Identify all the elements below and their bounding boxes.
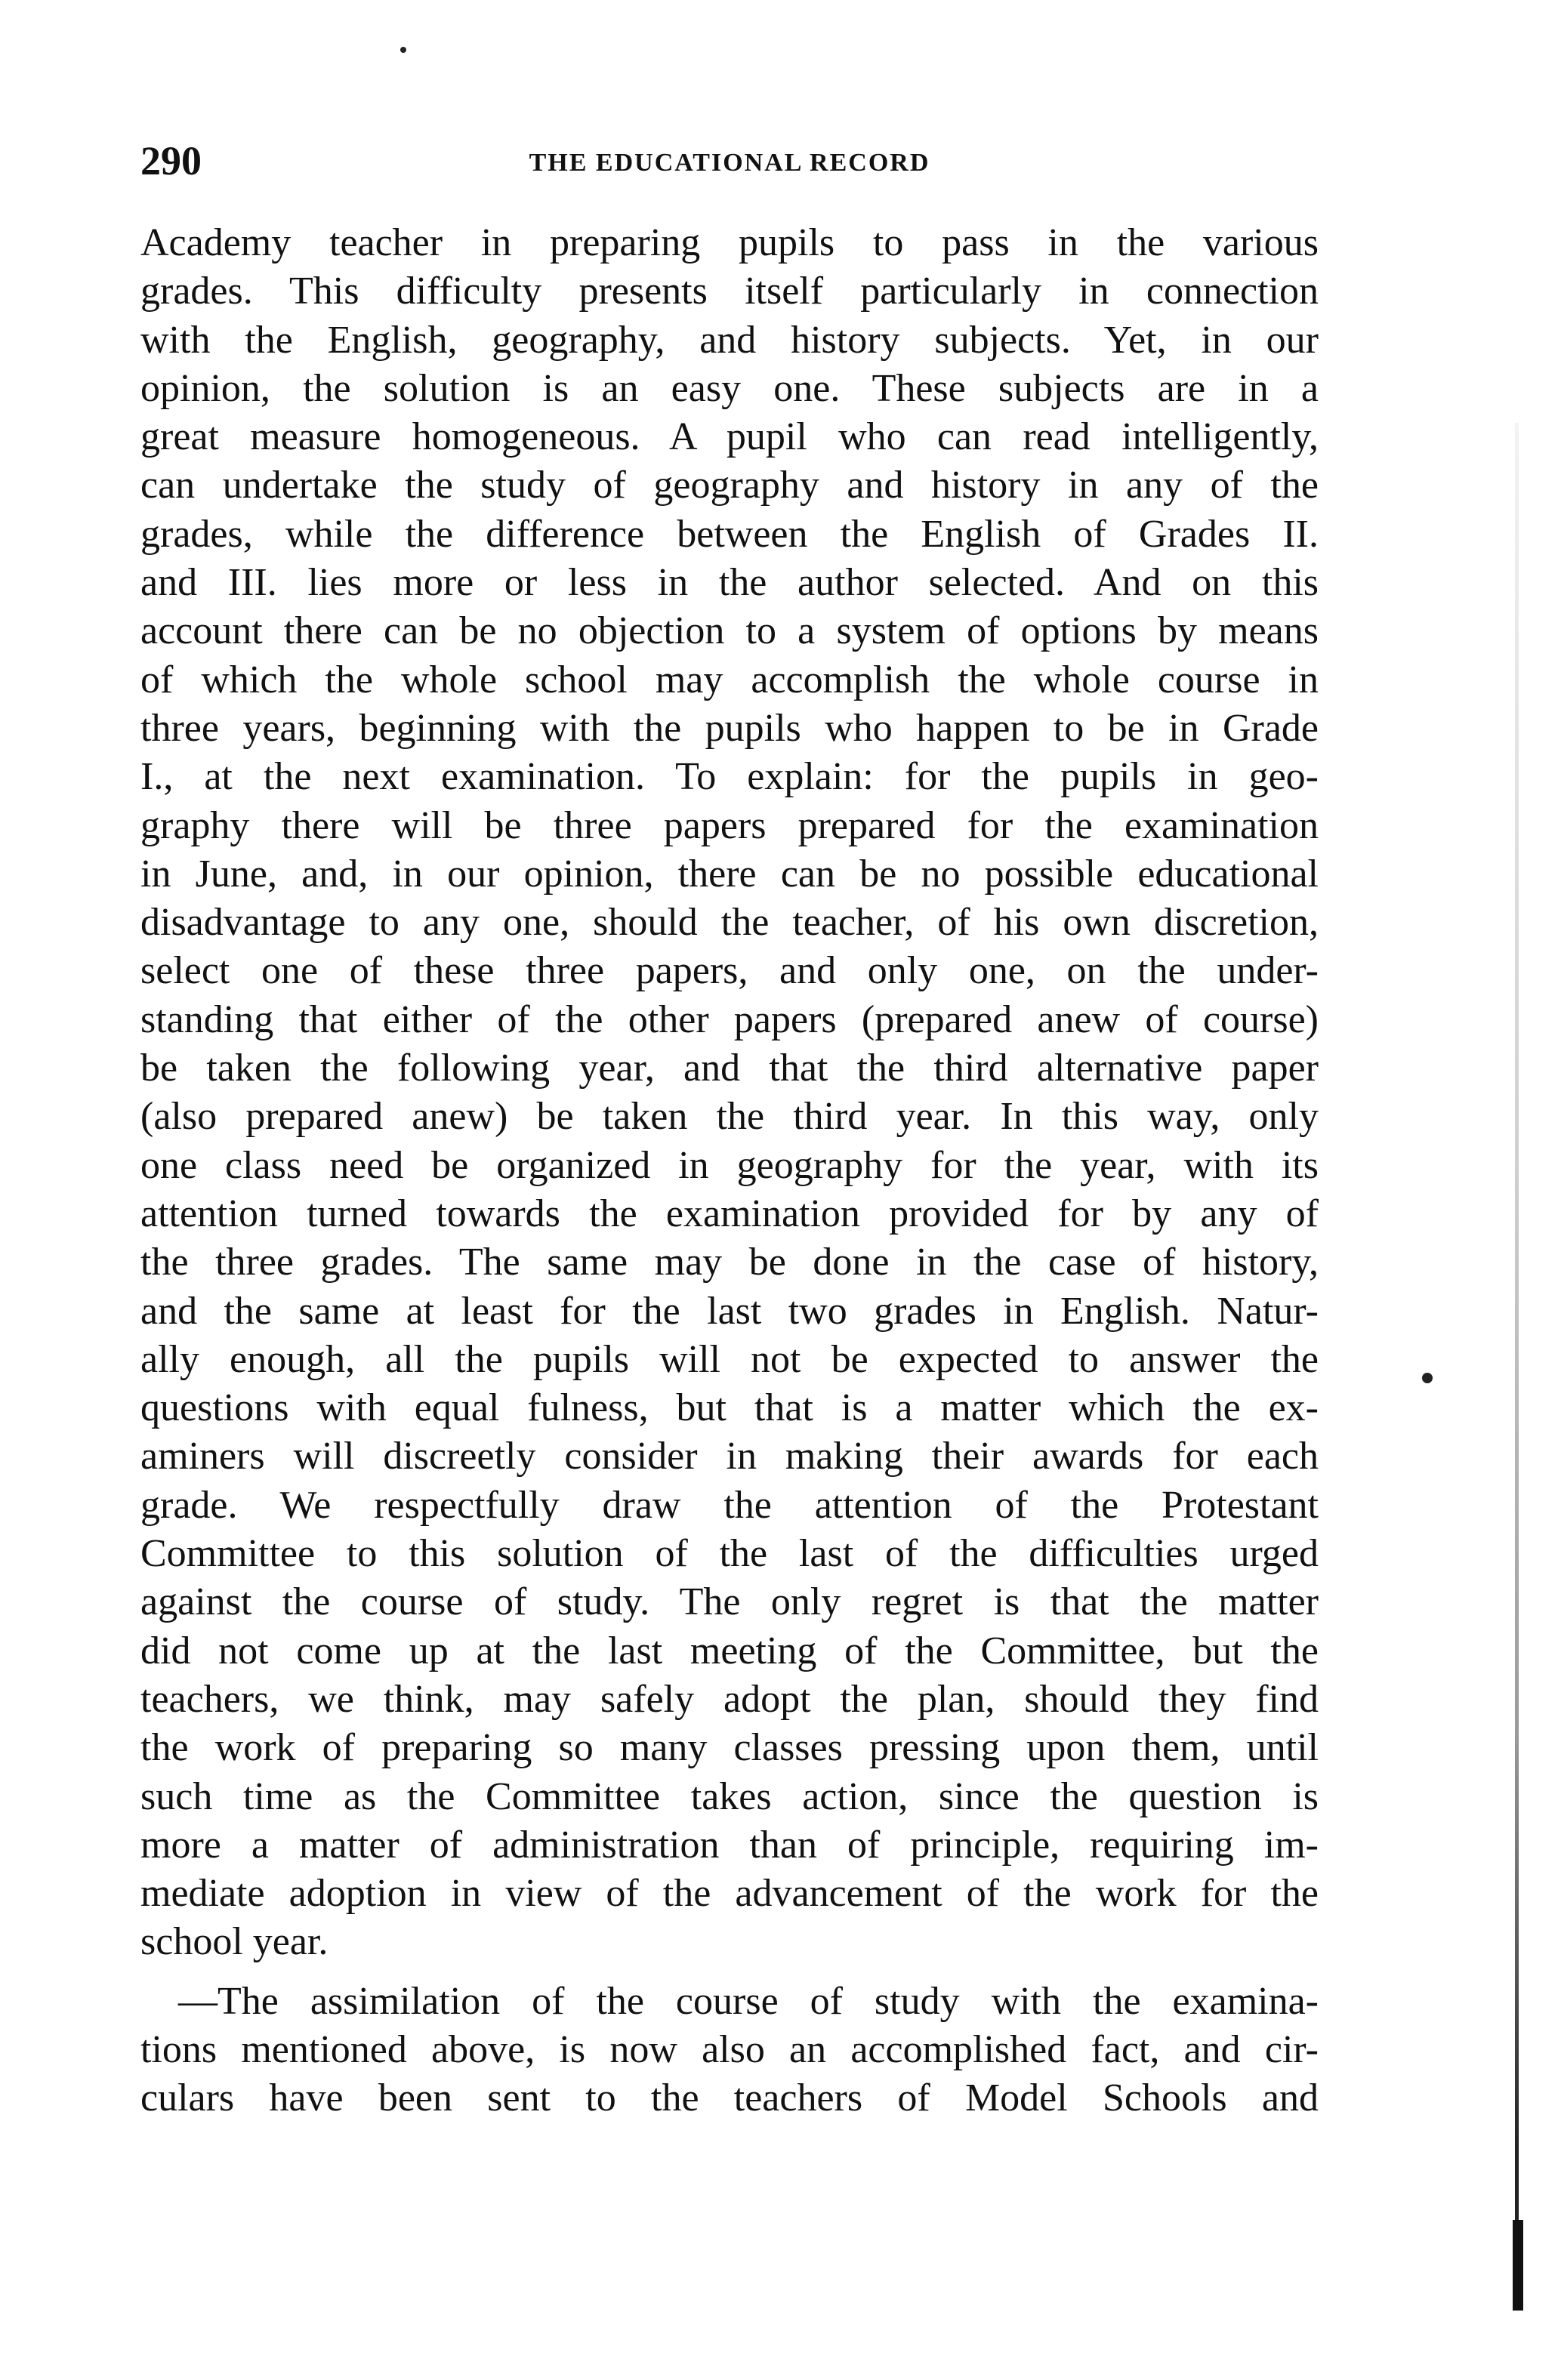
text-line: more a matter of administration than of principle, requiring im- xyxy=(140,1823,1319,1867)
text-line: attention turned towards the examination provided for by any of xyxy=(140,1192,1319,1235)
text-line: such time as the Committee takes action, since the question is xyxy=(140,1774,1319,1818)
text-line: tions mentioned above, is now also an accomplished fact, and cir- xyxy=(140,2027,1319,2071)
text-line: ally enough, all the pupils will not be expected to answer the xyxy=(140,1337,1319,1381)
text-line: standing that either of the other papers (prepared anew of course) xyxy=(140,997,1319,1041)
text-line: mediate adoption in view of the advancement of the work for the xyxy=(140,1872,1319,1916)
text-line: Committee to this solution of the last of the difficulties urged xyxy=(140,1532,1319,1576)
text-line: the three grades. The same may be done in the case of history, xyxy=(140,1241,1319,1284)
paragraph xyxy=(140,219,1319,1967)
text-line: aminers will discreetly consider in making their awards for each xyxy=(140,1435,1319,1478)
text-line: questions with equal fulness, but that is a matter which the ex- xyxy=(140,1386,1319,1430)
page-number: 290 xyxy=(140,138,202,183)
text-line: one class need be organized in geography for the year, with its xyxy=(140,1143,1319,1187)
text-line: in June, and, in our opinion, there can be no possible educational xyxy=(140,852,1319,896)
text-line: (also prepared anew) be taken the third year. In this way, only xyxy=(140,1095,1319,1139)
text-line: grade. We respectfully draw the attention of the Protestant xyxy=(140,1483,1319,1527)
text-line: —The assimilation of the course of study with the examina- xyxy=(178,1979,1319,2023)
paragraph-spacer xyxy=(140,1967,1319,1978)
text-line: culars have been sent to the teachers of Model Schools and xyxy=(140,2076,1319,2120)
paragraph xyxy=(140,1978,1319,2123)
text-line: the work of preparing so many classes pressing upon them, until xyxy=(140,1726,1319,1770)
text-line: be taken the following year, and that the third alternative paper xyxy=(140,1047,1319,1090)
scan-mark-dot xyxy=(1422,1373,1433,1383)
page-binding-edge xyxy=(1515,423,1519,2295)
scan-mark-dot xyxy=(400,47,406,53)
text-line: graphy there will be three papers prepared for the examination xyxy=(140,803,1319,847)
text-line: I., at the next examination. To explain: for the pupils in geo- xyxy=(140,755,1319,799)
text-line: Academy teacher in preparing pupils to pass in the various xyxy=(140,221,1319,264)
text-line: of which the whole school may accomplish the whole course in xyxy=(140,658,1319,701)
text-line: school year. xyxy=(140,1920,329,1964)
page-header xyxy=(140,134,1319,187)
text-line: can undertake the study of geography and history in any of the xyxy=(140,464,1319,507)
text-line: great measure homogeneous. A pupil who can read intelligently, xyxy=(140,415,1319,459)
text-line: opinion, the solution is an easy one. These subjects are in a xyxy=(140,366,1319,410)
text-line: with the English, geography, and history subjects. Yet, in our xyxy=(140,318,1319,362)
running-title: THE EDUCATIONAL RECORD xyxy=(529,149,930,177)
text-line: grades. This difficulty presents itself particularly in connection xyxy=(140,270,1319,313)
text-line: teachers, we think, may safely adopt the plan, should they find xyxy=(140,1677,1319,1721)
text-line: against the course of study. The only regret is that the matter xyxy=(140,1580,1319,1624)
text-line: grades, while the difference between the English of Grades II. xyxy=(140,512,1319,556)
text-line: and III. lies more or less in the author selected. And on this xyxy=(140,561,1319,605)
text-line: account there can be no objection to a system of options by means xyxy=(140,609,1319,653)
text-line: did not come up at the last meeting of the Committee, but the xyxy=(140,1629,1319,1672)
text-line: three years, beginning with the pupils who happen to be in Grade xyxy=(140,706,1319,750)
page-binding-shadow xyxy=(1513,2220,1523,2311)
text-line: and the same at least for the last two grades in English. Natur- xyxy=(140,1289,1319,1333)
text-line: disadvantage to any one, should the teacher, of his own discretion, xyxy=(140,901,1319,945)
text-line: select one of these three papers, and only one, on the under- xyxy=(140,949,1319,993)
body-text xyxy=(140,219,1319,2123)
